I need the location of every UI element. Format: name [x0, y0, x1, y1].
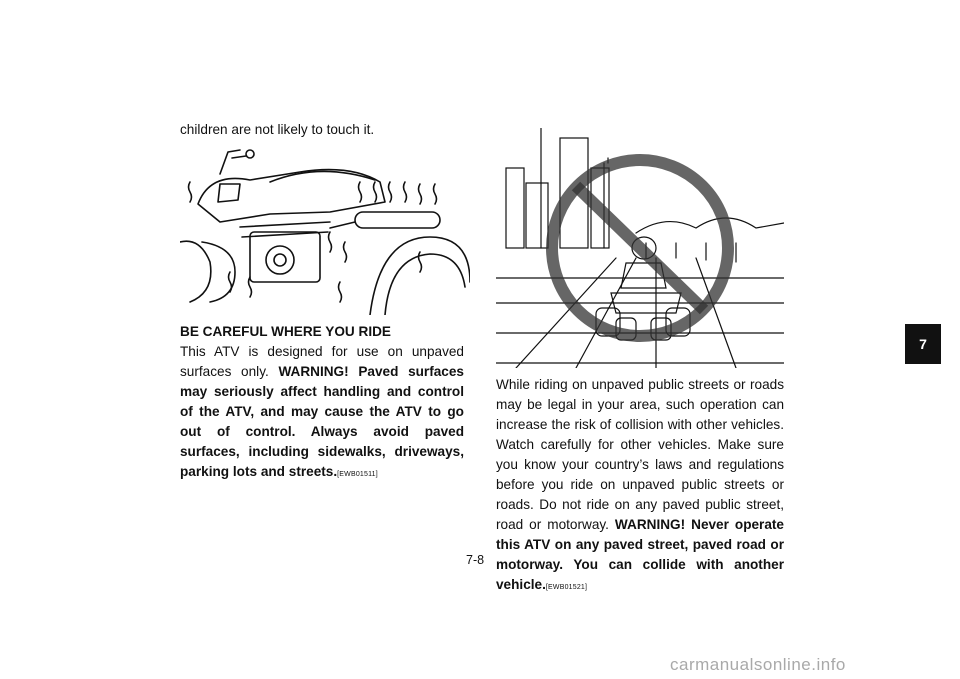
left-column: [180, 120, 464, 140]
left-warning-code: [EWB01511]: [337, 471, 378, 478]
watermark: carmanualsonline.info: [670, 655, 846, 674]
intro-text: children are not likely to touch it.: [180, 122, 375, 137]
right-body-plain: While riding on unpaved public streets or roads may be legal in your area, such operation can increase the risk of collision with other vehicles. Watch carefully for other vehicles. Make sure you know your country’s laws and regulations before you ride on unpaved public streets or roads. Do not ride on any paved public street, road or motorway.: [496, 377, 784, 532]
right-column: [496, 375, 784, 598]
left-body: [180, 342, 464, 485]
hot-atv-exhaust-illustration-icon: [180, 142, 470, 315]
ride-where-section: [180, 322, 464, 485]
prohibited-paved-road-riding-illustration-icon: [496, 128, 784, 368]
left-warning: WARNING! Paved surfaces may seriously affect handling and control of the ATV, and may cause the ATV to go out of control. Always avoid paved surfaces, including sidewalks, driveways, parking lots and streets.: [180, 364, 464, 479]
right-warning-code: [EWB01521]: [545, 584, 588, 591]
page-number: 7-8: [466, 553, 485, 567]
right-warning: WARNING! Never operate this ATV on any paved street, paved road or motorway. You can collide with another vehicle.: [496, 517, 784, 592]
chapter-tab: 7: [905, 324, 941, 364]
section-heading: BE CAREFUL WHERE YOU RIDE: [180, 324, 391, 339]
left-body-plain: This ATV is designed for use on unpaved surfaces only.: [180, 344, 464, 379]
right-body: [496, 375, 784, 598]
